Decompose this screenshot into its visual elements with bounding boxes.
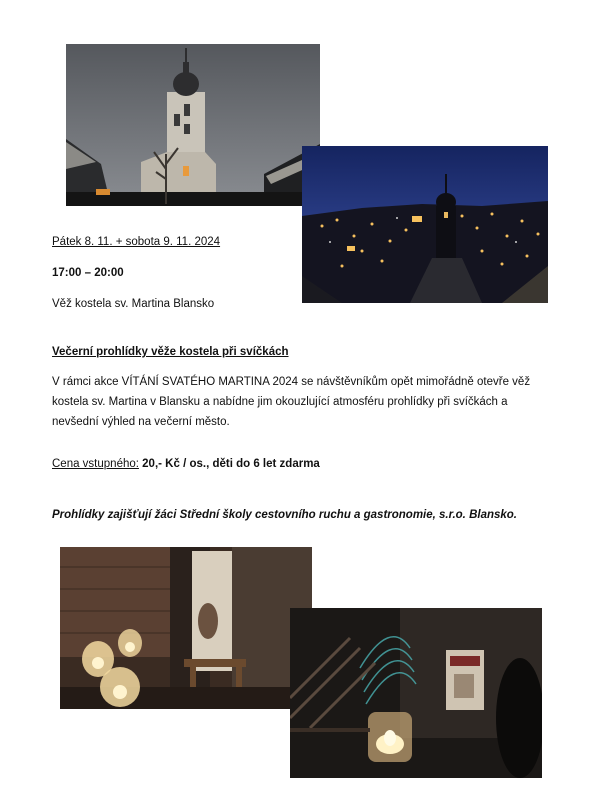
church-dusk-photo: [66, 44, 320, 206]
description-line: V rámci akce VÍTÁNÍ SVATÉHO MARTINA 2024 se návštěvníkům opět mimořádně otevře věž: [52, 376, 531, 388]
price-label: Cena vstupného:: [52, 458, 139, 470]
candle-interior-photo: [60, 547, 312, 709]
price-line: [52, 455, 320, 473]
event-heading: Večerní prohlídky věže kostela při svíčkách: [52, 346, 289, 358]
organizer-note: Prohlídky zajišťují žáci Střední školy cestovního ruchu a gastronomie, s.r.o. Blansko.: [52, 509, 517, 521]
description-line: kostela sv. Martina v Blansku a nabídne jim okouzlující atmosféru prohlídky při svíčkách a: [52, 396, 508, 408]
description-line: nevšední výhled na večerní město.: [52, 416, 230, 428]
event-place: Věž kostela sv. Martina Blansko: [52, 298, 215, 310]
town-night-photo: [302, 146, 548, 303]
event-time: 17:00 – 20:00: [52, 267, 124, 279]
price-value: 20,- Kč / os., děti do 6 let zdarma: [142, 458, 320, 470]
event-date: Pátek 8. 11. + sobota 9. 11. 2024: [52, 236, 221, 248]
tower-stairs-photo: [290, 608, 542, 778]
event-description: [52, 372, 531, 432]
